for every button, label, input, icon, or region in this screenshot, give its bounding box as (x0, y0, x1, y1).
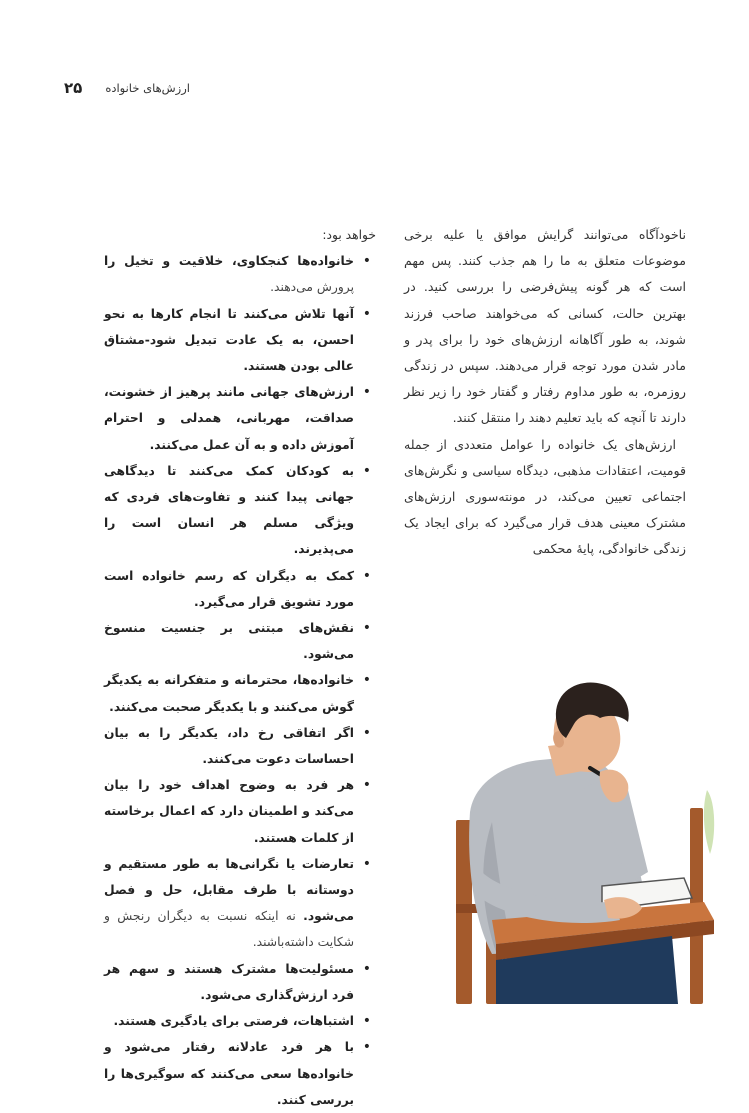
list-item-bold-text: نقش‌های مبتنی بر جنسیت منسوخ می‌شود. (104, 621, 354, 662)
list-item-normal-text: پرورش می‌دهند. (270, 280, 354, 295)
list-item (104, 720, 376, 772)
list-item-normal-text: نه اینکه نسبت به دیگران رنجش و شکایت داشته‌باشند. (104, 909, 354, 950)
paragraph: ناخودآگاه می‌توانند گرایش موافق یا علیه برخی موضوعات متعلق به ما را هم جذب کنند. پس مهم است که هر گونه پیش‌فرضی را بررسی کنید. در بهترین حالت، کسانی که می‌خواهند صاحب فرزند شوند، به طور آگاهانه ارزش‌های خود را برای پدر و مادر شدن مورد توجه قرار می‌دهند. سپس در زندگی روزمره، به طور مداوم رفتار و گفتار خود را زیر نظر دارند تا آنچه که باید تعلیم دهند را منتقل کنند. (404, 227, 686, 426)
list-item (104, 301, 376, 380)
paragraph: ارزش‌های یک خانواده را عوامل متعددی از جمله قومیت، اعتقادات مذهبی، دیدگاه سیاسی و نگرش‌های اجتماعی تعیین می‌کند، در مونته‌سوری ارزش‌های مشترک معینی هدف قرار می‌گیرد که برای ایجاد یک زندگی خانوادگی، پایهٔ محکمی (404, 436, 686, 557)
values-list (104, 248, 376, 1113)
man-at-desk-illustration (452, 672, 717, 1004)
list-item-bold-text: مسئولیت‌ها مشترک هستند و سهم هر فرد ارزش‌گذاری می‌شود. (104, 961, 354, 1002)
list-item-bold-text: به کودکان کمک می‌کنند تا دیدگاهی جهانی پیدا کنند و تفاوت‌های فردی که ویژگی مسلم هر انسان است را می‌پذیرند. (104, 463, 354, 557)
plant-leaf (704, 790, 714, 854)
list-intro: خواهد بود: (322, 228, 376, 242)
list-item (104, 615, 376, 667)
list-item-bold-text: هر فرد به وضوح اهداف خود را بیان می‌کند و اطمینان دارد که اعمال برخاسته از کلمات هستند. (104, 778, 354, 845)
list-item (104, 1008, 376, 1034)
list-item (104, 563, 376, 615)
list-item (104, 667, 376, 719)
list-item-bold-text: تعارضات یا نگرانی‌ها به طور مستقیم و دوستانه با طرف مقابل، حل و فصل می‌شود. (104, 856, 354, 924)
list-item (104, 379, 376, 458)
list-item (104, 851, 376, 956)
list-item-bold-text: با هر فرد عادلانه رفتار می‌شود و خانواده‌ها سعی می‌کنند که سوگیری‌ها را بررسی کنند. (104, 1040, 354, 1107)
page-header (64, 78, 190, 98)
list-item (104, 956, 376, 1008)
list-item-bold-text: اشتباهات، فرصتی برای یادگیری هستند. (113, 1014, 354, 1029)
left-column (104, 222, 376, 1113)
right-column (404, 222, 686, 563)
list-item-bold-text: ارزش‌های جهانی مانند پرهیز از خشونت، صداقت، مهربانی، همدلی و احترام آموزش داده و به آن عمل می‌کنند. (104, 385, 354, 452)
list-item-bold-text: کمک به دیگران که رسم خانواده است مورد تشویق قرار می‌گیرد. (104, 568, 354, 609)
list-item-bold-text: اگر اتفاقی رخ داد، یکدیگر را به بیان احساسات دعوت می‌کنند. (104, 725, 354, 767)
list-item-bold-text: خانواده‌ها کنجکاوی، خلاقیت و تخیل را (104, 254, 354, 269)
list-item (104, 772, 376, 851)
list-item-bold-text: آنها تلاش می‌کنند تا انجام کارها به نحو احسن، به یک عادت تبدیل شود-مشتاق عالی بودن هستند. (104, 306, 354, 374)
list-item (104, 1034, 376, 1113)
list-item (104, 248, 376, 300)
running-title: ارزش‌های خانواده (105, 81, 190, 95)
page-number: ۲۵ (64, 79, 83, 97)
list-item (104, 458, 376, 563)
list-item-bold-text: خانواده‌ها، محترمانه و متفکرانه به یکدیگر گوش می‌کنند و با یکدیگر صحبت می‌کنند. (104, 673, 354, 714)
